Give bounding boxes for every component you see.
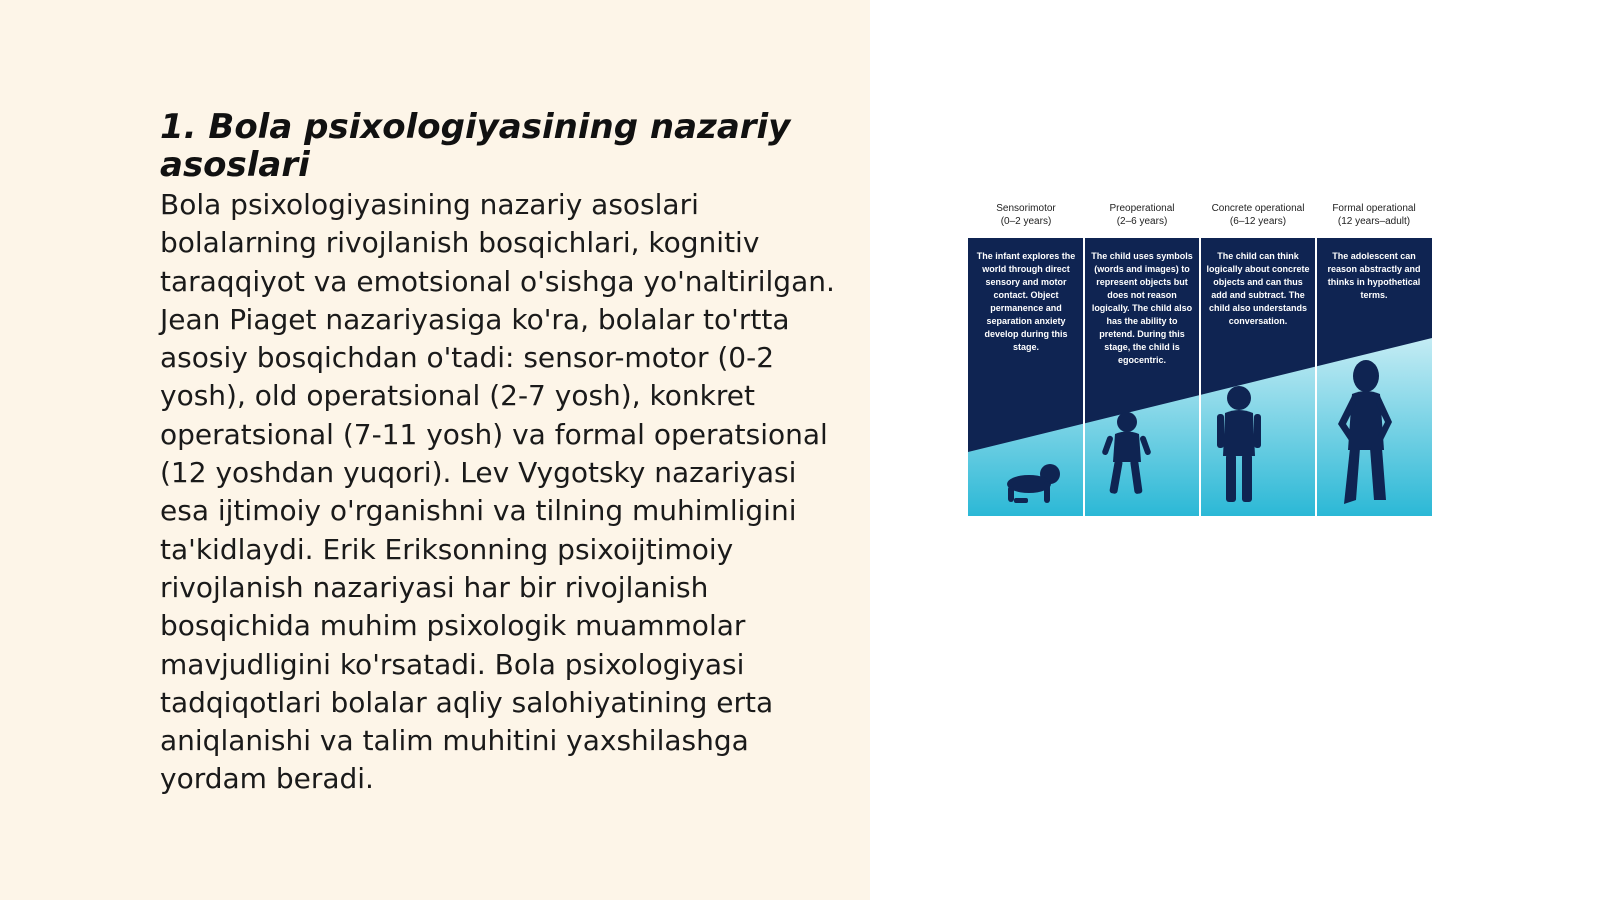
stage-header-preoperational (1084, 202, 1200, 228)
stage-age: (0–2 years) (1000, 216, 1052, 227)
stage-name: Concrete operational (1211, 203, 1305, 214)
slide-body-text: Bola psixologiyasining nazariy asoslari bolalarning rivojlanish bosqichlari, kognitiv taraqqiyot va emotsional o'sishga yo'naltirilgan. Jean Piaget nazariyasiga ko'ra, bolalar to'rtta asosiy bosqichdan o'tadi: sensor-motor (0-2 yosh), old operatsional (2-7 yosh), konkret operatsional (7-11 yosh) va formal operatsional (12 yoshdan yuqori). Lev Vygotsky nazariyasi esa ijtimoiy o'rganishni va tilning muhimligini ta'kidlaydi. Erik Eriksonning psixoijtimoiy rivojlanish nazariyasi har bir rivojlanish bosqichida muhim psixologik muammolar mavjudligini ko'rsatadi. Bola psixologiyasi tadqiqotlari bolalar aqliy salohiyatining erta aniqlanishi va talim muhitini yaxshilashga yordam beradi. (160, 188, 835, 796)
stage-name: Sensorimotor (996, 203, 1056, 214)
stage-description-preoperational: The child uses symbols (words and images) to represent objects but does not reason logically. The child also has the ability to pretend. During this stage, the child is egocentric. (1091, 251, 1193, 365)
stage-name: Preoperational (1109, 203, 1175, 214)
stage-description-sensorimotor: The infant explores the world through direct sensory and motor contact. Object permanence and separation anxiety develop during this stage. (976, 251, 1076, 352)
stage-description-formal-operational: The adolescent can reason abstractly and thinks in hypothetical terms. (1327, 251, 1421, 300)
stage-age: (6–12 years) (1229, 216, 1287, 227)
stage-header-concrete-operational (1200, 202, 1316, 228)
stage-name: Formal operational (1332, 203, 1416, 214)
slide-title: 1. Bola psixologiyasining nazariy asoslari (160, 107, 791, 185)
stage-age: (12 years–adult) (1337, 216, 1411, 227)
stage-age: (2–6 years) (1116, 216, 1168, 227)
piaget-stages-figure (968, 198, 1432, 520)
stage-header-sensorimotor (968, 202, 1084, 228)
stage-description-concrete-operational: The child can think logically about concrete objects and can thus add and subtract. The child also understands conversation. (1206, 251, 1310, 326)
stage-header-formal-operational (1316, 202, 1432, 228)
